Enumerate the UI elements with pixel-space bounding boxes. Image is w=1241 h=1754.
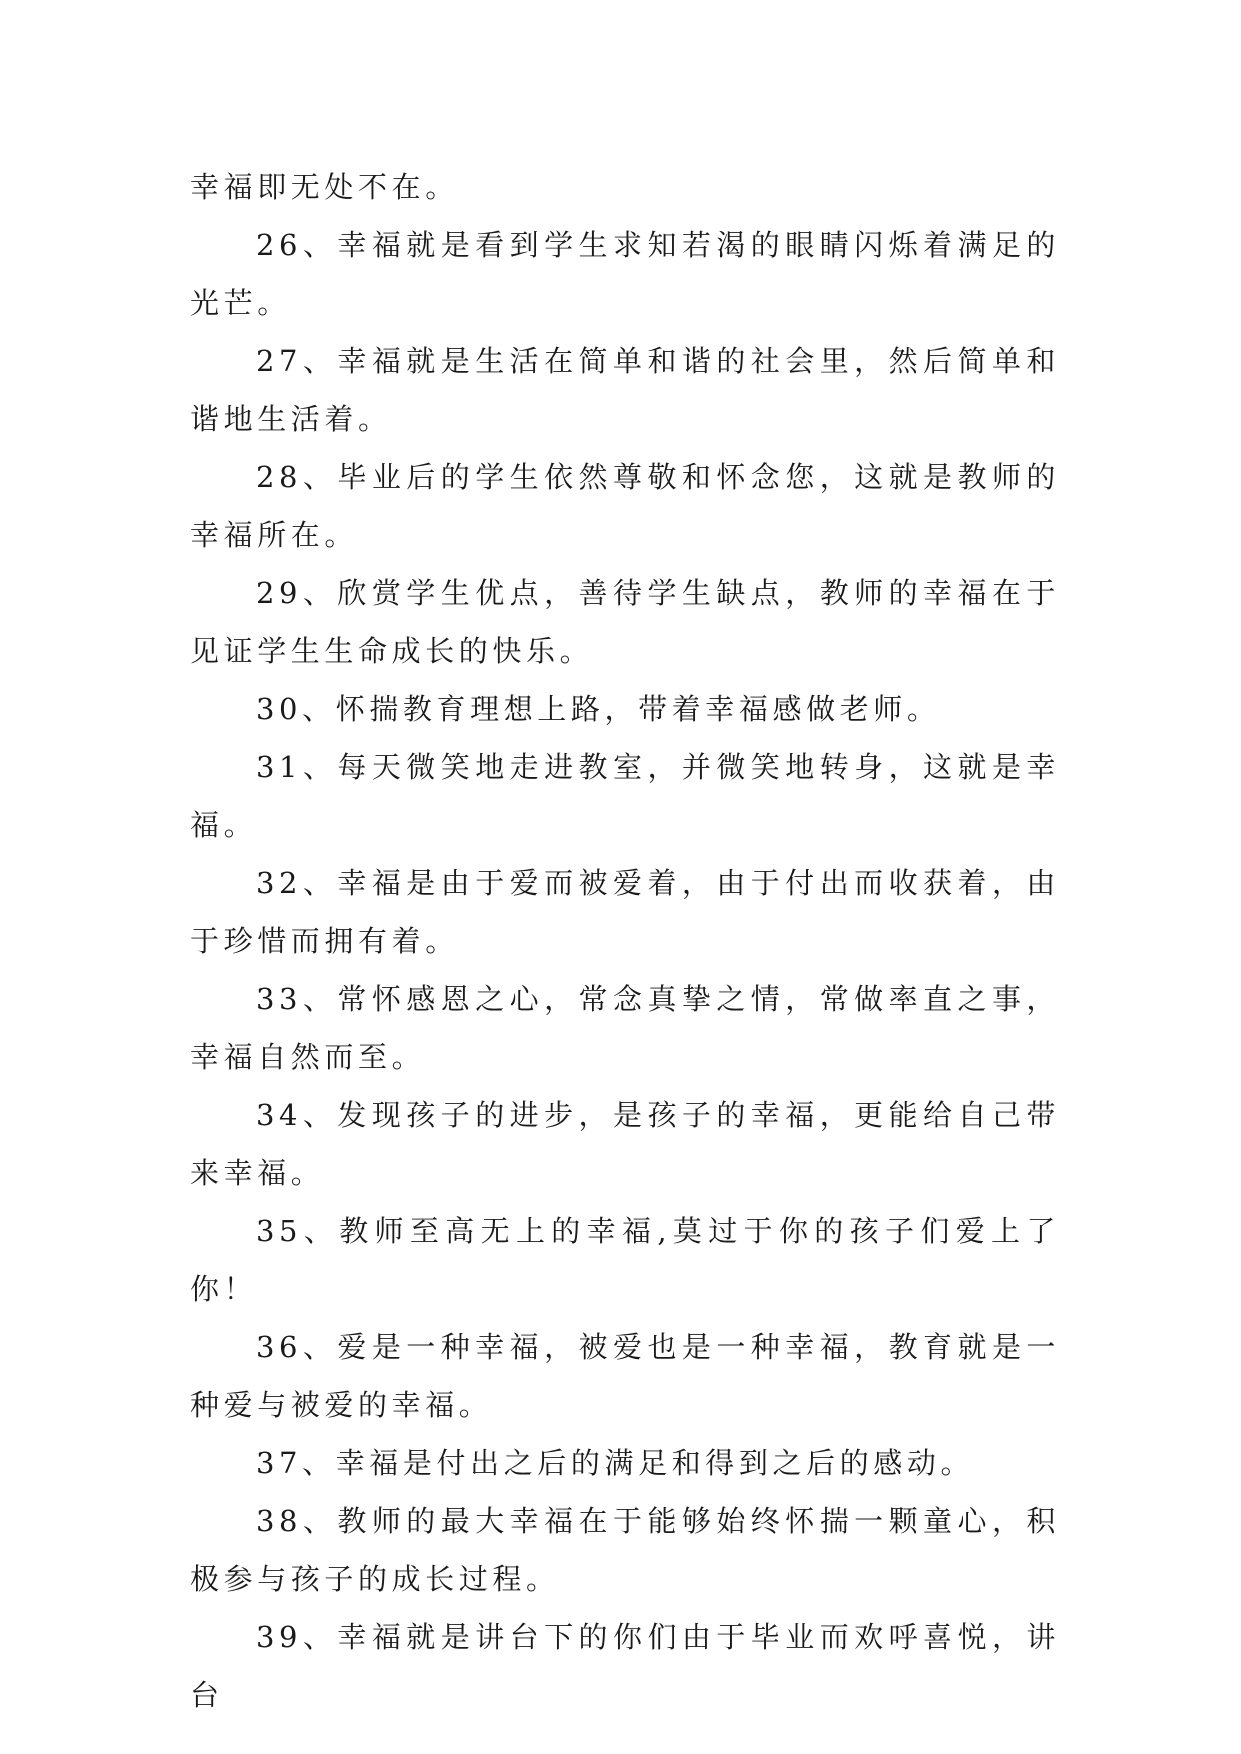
paragraph-35: 35、教师至高无上的幸福,莫过于你的孩子们爱上了你！	[190, 1214, 1060, 1306]
paragraph-30: 30、怀揣教育理想上路，带着幸福感做老师。	[256, 692, 941, 726]
paragraph-36: 36、爱是一种幸福，被爱也是一种幸福，教育就是一种爱与被爱的幸福。	[190, 1330, 1060, 1422]
paragraph-32: 32、幸福是由于爱而被爱着，由于付出而收获着，由于珍惜而拥有着。	[190, 866, 1060, 958]
paragraph-34: 34、发现孩子的进步，是孩子的幸福，更能给自己带来幸福。	[190, 1098, 1060, 1190]
document-body	[190, 158, 1060, 1724]
paragraph-38: 38、教师的最大幸福在于能够始终怀揣一颗童心，积极参与孩子的成长过程。	[190, 1504, 1060, 1596]
paragraph-33: 33、常怀感恩之心，常念真挚之情，常做率直之事，幸福自然而至。	[190, 982, 1060, 1074]
paragraph-31: 31、每天微笑地走进教室，并微笑地转身，这就是幸福。	[190, 750, 1060, 842]
paragraph-28: 28、毕业后的学生依然尊敬和怀念您，这就是教师的幸福所在。	[190, 460, 1060, 552]
paragraph-29: 29、欣赏学生优点，善待学生缺点，教师的幸福在于见证学生生命成长的快乐。	[190, 576, 1060, 668]
paragraph-37: 37、幸福是付出之后的满足和得到之后的感动。	[256, 1446, 975, 1480]
paragraph-27: 27、幸福就是生活在简单和谐的社会里，然后简单和谐地生活着。	[190, 344, 1060, 436]
paragraph-26: 26、幸福就是看到学生求知若渴的眼睛闪烁着满足的光芒。	[190, 228, 1060, 320]
paragraph-39: 39、幸福就是讲台下的你们由于毕业而欢呼喜悦，讲台	[190, 1620, 1060, 1712]
paragraph-continuation: 幸福即无处不在。	[190, 170, 459, 204]
